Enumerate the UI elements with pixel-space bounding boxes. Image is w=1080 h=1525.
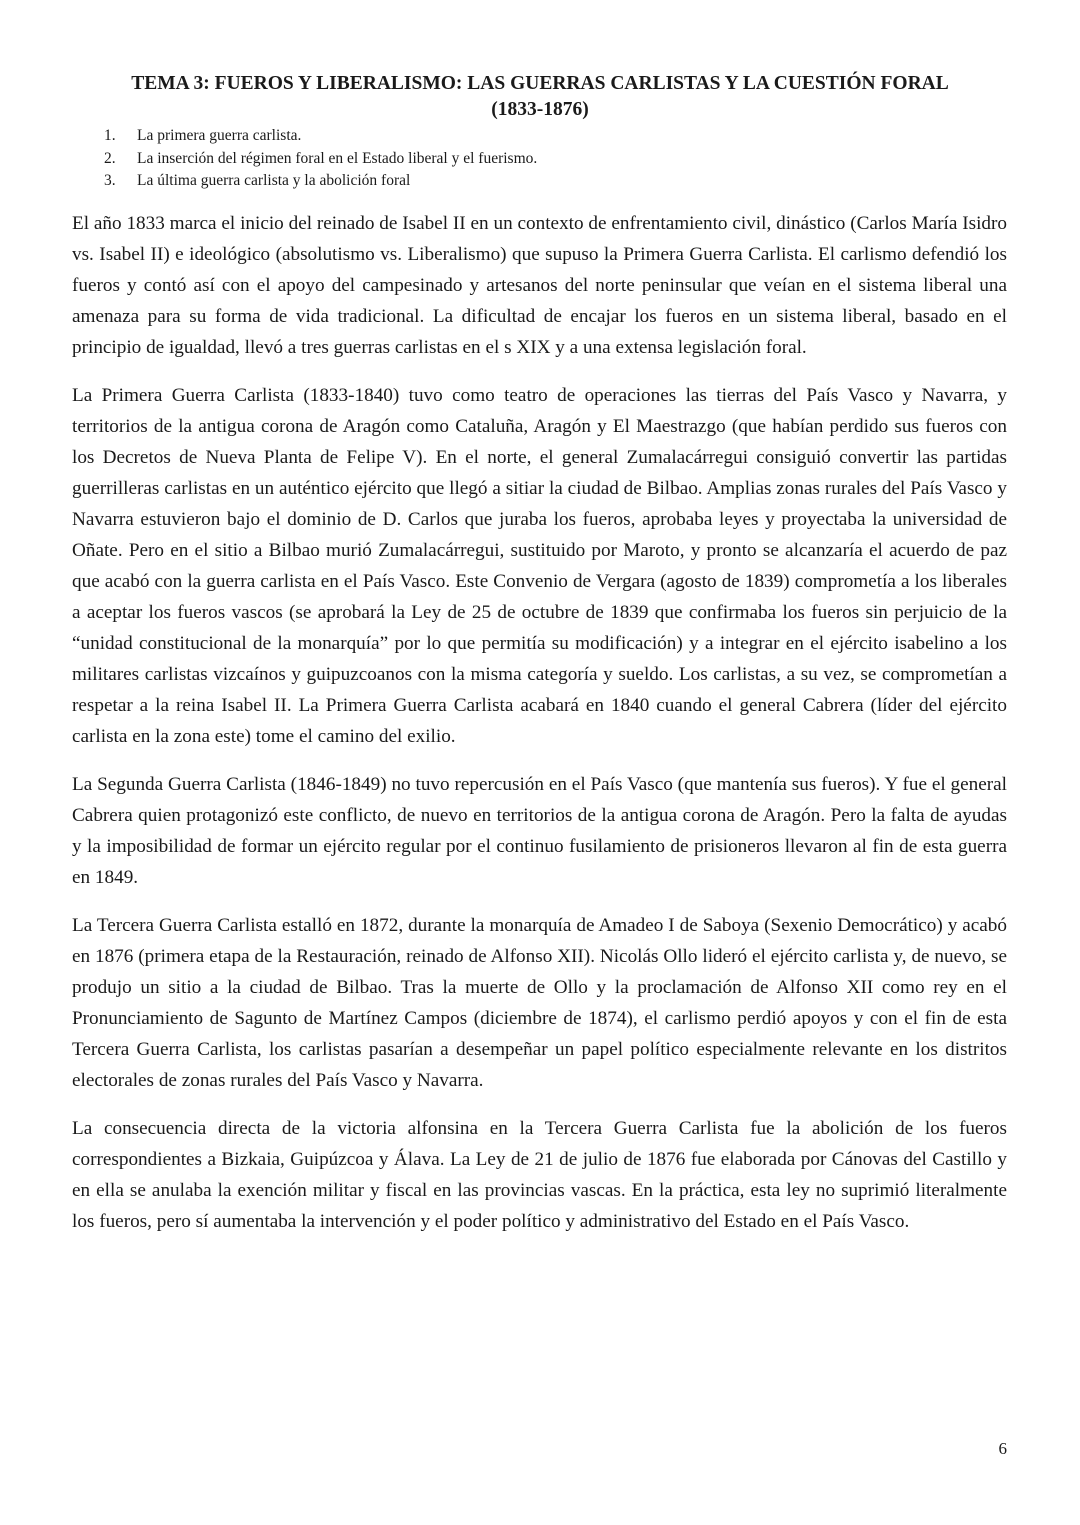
toc-item [104, 125, 537, 148]
paragraph-abolicion-foral: La consecuencia directa de la victoria alfonsina en la Tercera Guerra Carlista fue la abolición de los fueros correspondientes a Bizkaia, Guipúzcoa y Álava. La Ley de 21 de julio de 1876 fue elaborada por Cánovas del Castillo y en ella se anulaba la exención militar y fiscal en las provincias vascas. En la práctica, esta ley no suprimió literalmente los fueros, pero sí aumentaba la intervención y el poder político y administrativo del Estado en el País Vasco. [72, 1118, 1007, 1232]
table-of-contents [104, 125, 537, 193]
toc-item-text: La última guerra carlista y la abolición foral [137, 172, 411, 189]
paragraph-segunda-guerra: La Segunda Guerra Carlista (1846-1849) no tuvo repercusión en el País Vasco (que mantenía sus fueros). Y fue el general Cabrera quien protagonizó este conflicto, de nuevo en territorios de la antigua corona de Aragón. Pero la falta de ayudas y la imposibilidad de formar un ejército regular por el continuo fusilamiento de prisioneros llevaron al fin de esta guerra en 1849. [72, 774, 1007, 888]
title-line-1: TEMA 3: FUEROS Y LIBERALISMO: LAS GUERRAS CARLISTAS Y LA CUESTIÓN FORAL [131, 73, 949, 94]
document-body [72, 208, 1007, 1254]
toc-item-number: 1. [104, 127, 116, 144]
paragraph-tercera-guerra: La Tercera Guerra Carlista estalló en 1872, durante la monarquía de Amadeo I de Saboya (Sexenio Democrático) y acabó en 1876 (primera etapa de la Restauración, reinado de Alfonso XII). Nicolás Ollo lideró el ejército carlista y, de nuevo, se produjo un sitio a la ciudad de Bilbao. Tras la muerte de Ollo y la proclamación de Alfonso XII como rey en el Pronunciamiento de Sagunto de Martínez Campos (diciembre de 1874), el carlismo perdió apoyos y con el fin de esta Tercera Guerra Carlista, los carlistas pasarían a desempeñar un papel político especialmente relevante en los distritos electorales de zonas rurales del País Vasco y Navarra. [72, 915, 1007, 1091]
toc-item-text: La primera guerra carlista. [137, 127, 302, 144]
paragraph-primera-guerra: La Primera Guerra Carlista (1833-1840) tuvo como teatro de operaciones las tierras del País Vasco y Navarra, y territorios de la antigua corona de Aragón como Cataluña, Aragón y El Maestrazgo (que habían perdido sus fueros con los Decretos de Nueva Planta de Felipe V). En el norte, el general Zumalacárregui consiguió convertir las partidas guerrilleras carlistas en un auténtico ejército que llegó a sitiar la ciudad de Bilbao. Amplias zonas rurales del País Vasco y Navarra estuvieron bajo el dominio de D. Carlos que juraba los fueros, aprobaba leyes y proyectaba la universidad de Oñate. Pero en el sitio a Bilbao murió Zumalacárregui, sustituido por Maroto, y pronto se alcanzaría el acuerdo de paz que acabó con la guerra carlista en el País Vasco. Este Convenio de Vergara (agosto de 1839) comprometía a los liberales a aceptar los fueros vascos (se aprobará la Ley de 25 de octubre de 1839 que confirmaba los fueros sin perjuicio de la “unidad constitucional de la monarquía” por lo que permitía su modificación) y a integrar en el ejército isabelino a los militares carlistas vizcaínos y guipuzcoanos con la misma categoría y sueldo. Los carlistas, a su vez, se comprometían a respetar a la reina Isabel II. La Primera Guerra Carlista acabará en 1840 cuando el general Cabrera (líder del ejército carlista en la zona este) tome el camino del exilio. [72, 385, 1007, 747]
toc-item [104, 170, 537, 193]
title-line-2: (1833-1876) [491, 99, 589, 120]
paragraph-intro: El año 1833 marca el inicio del reinado de Isabel II en un contexto de enfrentamiento civil, dinástico (Carlos María Isidro vs. Isabel II) e ideológico (absolutismo vs. Liberalismo) que supuso la Primera Guerra Carlista. El carlismo defendió los fueros y contó así con el apoyo del campesinado y artesanos del norte peninsular que veían en el sistema liberal una amenaza para su forma de vida tradicional. La dificultad de encajar los fueros en un sistema liberal, basado en el principio de igualdad, llevó a tres guerras carlistas en el s XIX y a una extensa legislación foral. [72, 213, 1007, 358]
toc-item-number: 2. [104, 149, 116, 167]
toc-item-text: La inserción del régimen foral en el Estado liberal y el fuerismo. [137, 149, 538, 167]
toc-item [104, 148, 537, 171]
toc-item-number: 3. [104, 172, 116, 189]
page-number: 6 [998, 1439, 1007, 1458]
document-title [60, 71, 1020, 123]
